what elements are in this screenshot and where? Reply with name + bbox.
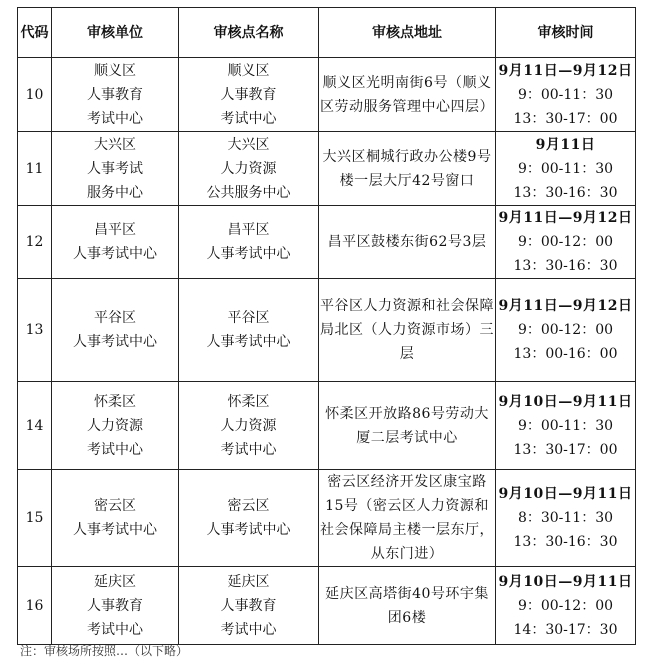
site-line: 昌平区 [227, 222, 270, 238]
header-time: 审核时间 [496, 8, 636, 58]
row-code: 14 [18, 382, 52, 470]
row-address: 大兴区桐城行政办公楼9号楼一层大厅42号窗口 [319, 132, 496, 206]
row-code: 16 [18, 567, 52, 645]
row-time [496, 567, 636, 645]
date-range: 9月10日—9月11日 [498, 486, 633, 502]
row-time [496, 470, 636, 567]
site-line: 延庆区 [227, 573, 270, 590]
unit-line: 大兴区 [94, 136, 136, 153]
row-site-name [179, 567, 319, 645]
unit-line: 考试中心 [87, 621, 143, 638]
row-address: 昌平区鼓楼东街62号3层 [319, 206, 496, 279]
site-line: 平谷区 [227, 310, 270, 326]
date-range: 9月11日—9月12日 [498, 210, 633, 226]
site-line: 人事教育 [220, 86, 277, 103]
row-unit [52, 382, 179, 470]
audit-site-table [17, 7, 636, 645]
time-slot: 13：30-16：30 [513, 258, 618, 274]
row-unit [52, 470, 179, 567]
row-code: 15 [18, 470, 52, 567]
site-line: 人事考试中心 [206, 334, 291, 350]
unit-line: 密云区 [94, 498, 136, 514]
site-line: 密云区 [227, 498, 270, 514]
unit-line: 延庆区 [94, 573, 136, 590]
table-row [18, 279, 636, 382]
site-line: 考试中心 [220, 621, 277, 638]
row-address: 顺义区光明南街6号（顺义区劳动服务管理中心四层） [319, 58, 496, 132]
site-line: 考试中心 [220, 110, 277, 127]
row-site-name [179, 382, 319, 470]
site-line: 怀柔区 [227, 393, 270, 410]
site-line: 人事教育 [220, 597, 277, 614]
row-address: 怀柔区开放路86号劳动大厦二层考试中心 [319, 382, 496, 470]
time-slot: 13：30-17：00 [513, 110, 618, 127]
unit-line: 服务中心 [87, 184, 143, 201]
site-line: 人事考试中心 [206, 522, 291, 538]
site-line: 顺义区 [227, 62, 270, 79]
header-unit: 审核单位 [52, 8, 179, 58]
row-unit [52, 567, 179, 645]
row-site-name [179, 58, 319, 132]
unit-line: 平谷区 [94, 310, 136, 326]
date-range: 9月10日—9月11日 [498, 573, 633, 590]
row-time [496, 382, 636, 470]
site-line: 公共服务中心 [206, 184, 291, 201]
unit-line: 人事考试中心 [73, 334, 157, 350]
date-range: 9月10日—9月11日 [498, 393, 633, 410]
unit-line: 顺义区 [94, 62, 136, 79]
footnote: 注：审核场所按照…（以下略） [20, 644, 189, 658]
row-unit [52, 58, 179, 132]
time-slot: 9：00-12：00 [517, 234, 614, 250]
unit-line: 人事教育 [87, 86, 143, 103]
row-address: 密云区经济开发区康宝路15号（密云区人力资源和社会保障局主楼一层东厅，从东门进） [319, 470, 496, 567]
table-row [18, 58, 636, 132]
unit-line: 考试中心 [87, 110, 143, 127]
row-code: 10 [18, 58, 52, 132]
unit-line: 人事教育 [87, 597, 143, 614]
row-unit [52, 206, 179, 279]
row-code: 11 [18, 132, 52, 206]
row-address: 平谷区人力资源和社会保障局北区（人力资源市场）三层 [319, 279, 496, 382]
row-code: 12 [18, 206, 52, 279]
header-row [18, 8, 636, 58]
time-slot: 9：00-11：30 [517, 86, 614, 103]
row-unit [52, 279, 179, 382]
row-address: 延庆区高塔街40号环宇集团6楼 [319, 567, 496, 645]
site-line: 考试中心 [220, 441, 277, 458]
time-slot: 13：30-16：30 [513, 534, 618, 550]
unit-line: 考试中心 [87, 441, 143, 458]
table-row [18, 567, 636, 645]
unit-line: 昌平区 [94, 222, 136, 238]
date-range: 9月11日 [535, 136, 596, 153]
header-address: 审核点地址 [319, 8, 496, 58]
row-site-name [179, 132, 319, 206]
unit-line: 怀柔区 [94, 393, 136, 410]
time-slot: 13：30-16：30 [513, 184, 618, 201]
site-line: 人力资源 [220, 160, 277, 177]
time-slot: 13：00-16：00 [513, 346, 618, 362]
row-time [496, 58, 636, 132]
time-slot: 13：30-17：00 [513, 441, 618, 458]
time-slot: 14：30-17：30 [513, 621, 618, 638]
unit-line: 人事考试中心 [73, 246, 157, 262]
header-site-name: 审核点名称 [179, 8, 319, 58]
site-line: 人力资源 [220, 417, 277, 434]
row-site-name [179, 470, 319, 567]
unit-line: 人力资源 [87, 417, 143, 434]
row-code: 13 [18, 279, 52, 382]
site-line: 人事考试中心 [206, 246, 291, 262]
row-time [496, 132, 636, 206]
site-line: 大兴区 [227, 136, 270, 153]
time-slot: 9：00-11：30 [517, 160, 614, 177]
time-slot: 9：00-12：00 [517, 597, 614, 614]
row-time [496, 206, 636, 279]
table-row [18, 470, 636, 567]
date-range: 9月11日—9月12日 [498, 298, 633, 314]
time-slot: 9：00-12：00 [517, 322, 614, 338]
date-range: 9月11日—9月12日 [498, 62, 633, 79]
row-unit [52, 132, 179, 206]
time-slot: 8：30-11：30 [517, 510, 614, 526]
table-row [18, 382, 636, 470]
row-site-name [179, 206, 319, 279]
unit-line: 人事考试 [87, 160, 143, 177]
time-slot: 9：00-11：30 [517, 417, 614, 434]
table-row [18, 132, 636, 206]
row-time [496, 279, 636, 382]
row-site-name [179, 279, 319, 382]
unit-line: 人事考试中心 [73, 522, 157, 538]
header-code: 代码 [18, 8, 52, 58]
table-row [18, 206, 636, 279]
